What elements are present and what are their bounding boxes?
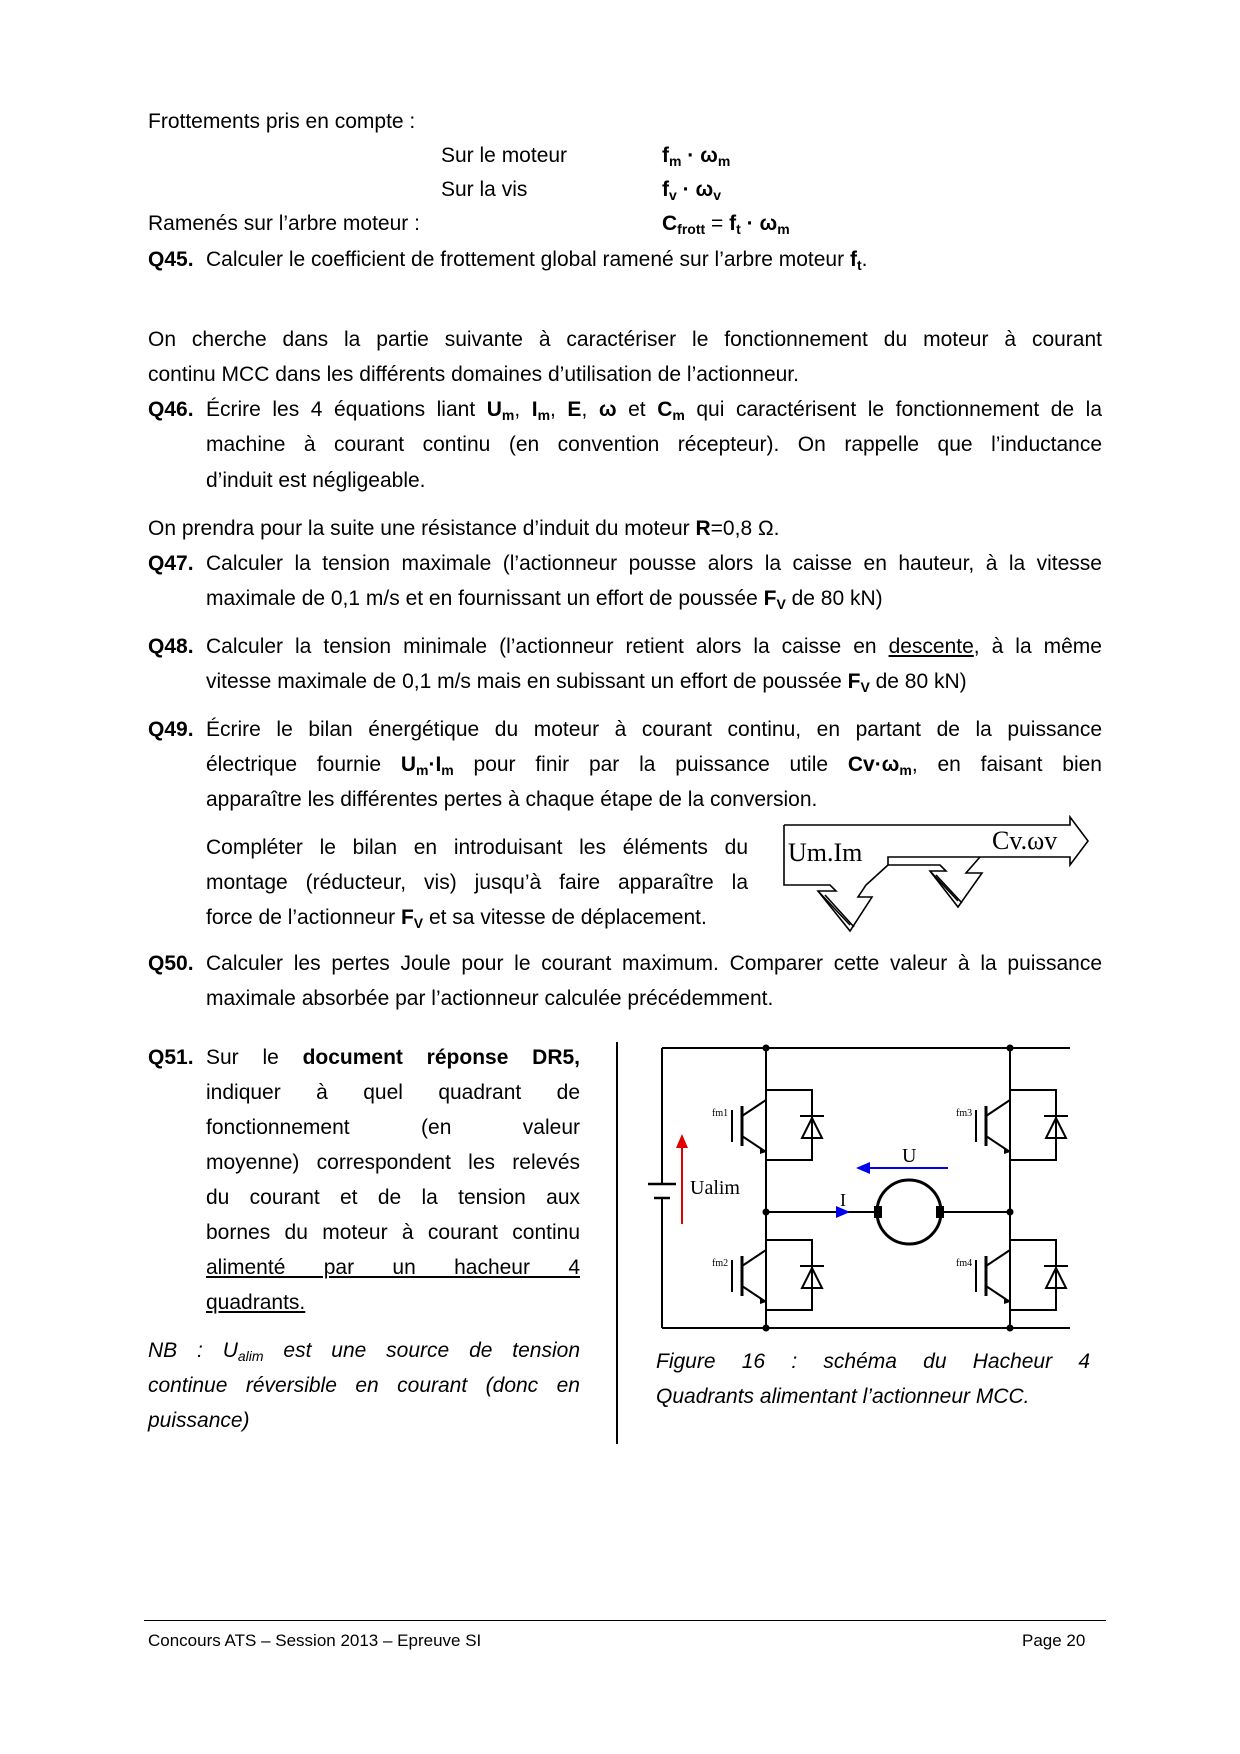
q49-line-2: électrique fournie $U_m\cdot I_m$ pour finir par la puissance utile $Cv\cdot\omega_m$, en faisant bien xyxy=(206,753,1102,778)
q51-line-3: fonctionnement (en valeur xyxy=(206,1116,580,1139)
q51-line-5: du courant et de la tension aux xyxy=(206,1186,580,1209)
h-bridge-circuit xyxy=(640,1040,1090,1340)
q48-line-2: vitesse maximale de 0,1 m/s mais en subissant un effort de poussée $F_V$ de 80 kN) xyxy=(206,670,967,695)
energy-flow-diagram xyxy=(770,815,1100,945)
q45-number: Q45. xyxy=(148,248,194,271)
energy-left-label: Um.Im xyxy=(788,838,863,867)
q51-line-6: bornes du moteur à courant continu xyxy=(206,1221,580,1244)
q49-line-1: Écrire le bilan énergétique du moteur à courant continu, en partant de la puissance xyxy=(206,718,1102,741)
q51-line-2: indiquer à quel quadrant de xyxy=(206,1081,580,1104)
friction-ramene-label: Ramenés sur l’arbre moteur : xyxy=(148,212,420,235)
figure-caption-2: Quadrants alimentant l’actionneur MCC. xyxy=(656,1385,1030,1408)
fm4-label: fm4 xyxy=(956,1258,973,1269)
q49-line-3: apparaître les différentes pertes à chaque étape de la conversion. xyxy=(206,788,818,811)
q46-line-1: Écrire les 4 équations liant $U_m$, $I_m$, E, ω et $C_m$ qui caractérisent le fonctionnement de la xyxy=(206,398,1103,423)
q47-number: Q47. xyxy=(148,552,194,575)
figure-caption-1: Figure 16 : schéma du Hacheur 4 xyxy=(656,1350,1090,1373)
u-label: U xyxy=(902,1145,917,1167)
footer-left: Concours ATS – Session 2013 – Epreuve SI xyxy=(148,1631,482,1650)
q51-line-4: moyenne) correspondent les relevés xyxy=(206,1151,580,1174)
q45-text: Calculer le coefficient de frottement global ramené sur l’arbre moteur $f_t$. xyxy=(206,248,868,273)
q51-line-1: Sur le document réponse DR5, xyxy=(206,1046,580,1069)
q46-line-2: machine à courant continu (en convention récepteur). On rappelle que l’inductance xyxy=(206,433,1102,456)
friction-motor-formula: $f_m \cdot \omega_m$ xyxy=(662,144,731,169)
q50-line-1: Calculer les pertes Joule pour le courant maximum. Comparer cette valeur à la puissance xyxy=(206,952,1102,975)
i-label: I xyxy=(840,1190,846,1210)
ualim-label: Ualim xyxy=(690,1177,740,1199)
footer-page-number: Page 20 xyxy=(1022,1631,1086,1650)
friction-ramene-formula: $C_{frott} = f_t \cdot \omega_m$ xyxy=(662,212,790,237)
q49-complete-1: Compléter le bilan en introduisant les éléments du xyxy=(206,836,748,859)
q51-number: Q51. xyxy=(148,1046,194,1069)
q47-line-1: Calculer la tension maximale (l’actionneur pousse alors la caisse en hauteur, à la vitesse xyxy=(206,552,1102,575)
q46-line-3: d’induit est négligeable. xyxy=(206,469,426,492)
energy-right-label: Cv.ωv xyxy=(992,826,1058,855)
fm2-label: fm2 xyxy=(712,1258,729,1269)
q46-number: Q46. xyxy=(148,398,194,421)
resistance-note: On prendra pour la suite une résistance d’induit du moteur R=0,8 Ω. xyxy=(148,517,780,540)
q49-complete-3: force de l’actionneur $F_V$ et sa vitesse de déplacement. xyxy=(206,906,707,931)
friction-screw-label: Sur la vis xyxy=(441,178,528,201)
q49-complete-2: montage (réducteur, vis) jusqu’à faire apparaître la xyxy=(206,871,748,894)
footer-rule xyxy=(144,1620,1106,1621)
q50-number: Q50. xyxy=(148,952,194,975)
q50-line-2: maximale absorbée par l’actionneur calculée précédemment. xyxy=(206,987,774,1010)
friction-screw-formula: $f_v \cdot \omega_v$ xyxy=(662,178,721,203)
friction-heading: Frottements pris en compte : xyxy=(148,110,416,133)
q51-line-7: alimenté par un hacheur 4 xyxy=(206,1256,580,1279)
intro-line-1: On cherche dans la partie suivante à caractériser le fonctionnement du moteur à courant xyxy=(148,328,1102,351)
q51-line-8: quadrants. xyxy=(206,1291,306,1314)
fm3-label: fm3 xyxy=(956,1108,973,1119)
q49-number: Q49. xyxy=(148,718,194,741)
motor-symbol xyxy=(877,1180,941,1244)
fm1-label: fm1 xyxy=(712,1108,729,1119)
q51-nb-1: NB : $U_{alim}$ est une source de tension xyxy=(148,1339,580,1364)
intro-line-2: continu MCC dans les différents domaines d’utilisation de l’actionneur. xyxy=(148,363,799,386)
friction-motor-label: Sur le moteur xyxy=(441,144,568,167)
q47-line-2: maximale de 0,1 m/s et en fournissant un effort de poussée $F_V$ de 80 kN) xyxy=(206,587,883,612)
column-separator xyxy=(616,1042,618,1444)
q51-nb-2: continue réversible en courant (donc en xyxy=(148,1374,580,1397)
q48-line-1: Calculer la tension minimale (l’actionneur retient alors la caisse en descente, à la même xyxy=(206,635,1102,658)
q48-number: Q48. xyxy=(148,635,194,658)
q51-nb-3: puissance) xyxy=(148,1409,250,1432)
